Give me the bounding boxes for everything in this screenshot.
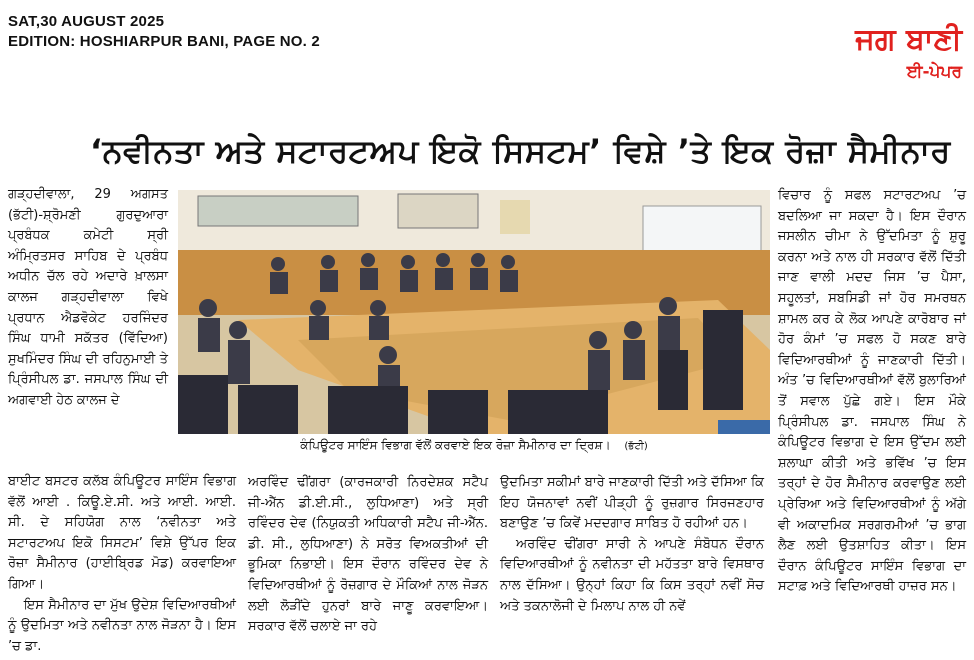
article-paragraph: ਅਰਵਿੰਦ ਢੀਂਗਰਾ ਸਾਰੀ ਨੇ ਆਪਣੇ ਸੰਬੋਧਨ ਦੌਰਾਨ ਵਿਦਿਆਰਥੀਆਂ ਨੂੰ ਨਵੀਨਤਾ ਦੀ ਮਹੱਤਤਾ ਬਾਰੇ ਵਿਸਥਾਰ ਨਾਲ ਦੱਸਿਆ। ਉਨ੍ਹਾਂ ਕਿਹਾ ਕਿ ਕਿਸ ਤਰ੍ਹਾਂ ਨਵੀਂ ਸੋਚ ਅਤੇ ਤਕਨਾਲੋਜੀ ਦੇ ਮਿਲਾਪ ਨਾਲ ਹੀ ਨਵੇਂ (500, 536, 764, 614)
seminar-photo-illustration (178, 190, 770, 434)
photo-credit: (ਭੱਟੀ) (624, 441, 648, 452)
article-column-1 (8, 185, 168, 412)
edition-name: EDITION: HOSHIARPUR BANI, PAGE NO. 2 (8, 33, 320, 50)
article-paragraph: ਵਿਚਾਰ ਨੂੰ ਸਫਲ ਸਟਾਰਟਅਪ ’ਚ ਬਦਲਿਆ ਜਾ ਸਕਦਾ ਹੈ। ਇਸ ਦੌਰਾਨ ਜਸਲੀਨ ਚੀਮਾ ਨੇ ਉੱਦਮਿਤਾ ਨੂੰ ਸ਼ੁਰੂ ਕਰਨਾ ਅਤੇ ਨਾਲ ਹੀ ਸਰਕਾਰ ਵੱਲੋਂ ਦਿੱਤੀ ਜਾਣ ਵਾਲੀ ਮਦਦ ਜਿਸ ’ਚ ਪੈਸਾ, ਸਹੂਲਤਾਂ, ਸਬਸਿਡੀ ਜਾਂ ਹੋਰ ਸਮਰਥਨ ਸ਼ਾਮਲ ਕਰ ਕੇ ਲੋਕ ਆਪਣੇ ਕਾਰੋਬਾਰ ਜਾਂ ਹੋਰ ਕੰਮਾਂ ’ਚ ਸਫਲ ਹੋ ਸਕਣ ਬਾਰੇ ਵਿਦਿਆਰਥੀਆਂ ਨੂੰ ਜਾਣਕਾਰੀ ਦਿੱਤੀ। ਅੰਤ ’ਚ ਵਿਦਿਆਰਥੀਆਂ ਵੱਲੋਂ ਬੁਲਾਰਿਆਂ ਤੋਂ ਸਵਾਲ ਪੁੱਛੇ ਗਏ। ਇਸ ਮੌਕੇ ਪ੍ਰਿੰਸੀਪਲ ਡਾ. ਜਸਪਾਲ ਸਿੰਘ ਨੇ ਕੰਪਿਊਟਰ ਵਿਭਾਗ ਦੇ ਇਸ ਉੱਦਮ ਲਈ ਸ਼ਲਾਘਾ ਕੀਤੀ ਅਤੇ ਭਵਿੱਖ ’ਚ ਇਸ ਤਰ੍ਹਾਂ ਦੇ ਹੋਰ ਸੈਮੀਨਾਰ ਕਰਵਾਉਣ ਲਈ ਪ੍ਰੇਰਿਆ ਅਤੇ ਵਿਦਿਆਰਥੀਆਂ ਨੂੰ ਅੱਗੇ ਵੀ ਅਕਾਦਮਿਕ ਸਰਗਰਮੀਆਂ ’ਚ ਭਾਗ ਲੈਣ ਲਈ ਉਤਸ਼ਾਹਿਤ ਕੀਤਾ। ਇਸ ਦੌਰਾਨ ਕੰਪਿਊਟਰ ਸਾਇੰਸ ਵਿਭਾਗ ਦਾ ਸਟਾਫ਼ ਅਤੇ ਵਿਦਿਆਰਥੀ ਹਾਜ਼ਰ ਸਨ। (778, 188, 966, 595)
article-paragraph: ਅਰਵਿੰਦ ਢੀਂਗਰਾ (ਕਾਰਜਕਾਰੀ ਨਿਰਦੇਸ਼ਕ ਸਟੈਪ ਜੀ-ਐੱਨ ਡੀ.ਈ.ਸੀ., ਲੁਧਿਆਣਾ) ਅਤੇ ਸ੍ਰੀ ਰਵਿੰਦਰ ਦੇਵ (ਨਿਯੁਕਤੀ ਅਧਿਕਾਰੀ ਸਟੈਪ ਜੀ-ਐੱਨ. ਡੀ. ਸੀ., ਲੁਧਿਆਣਾ) ਨੇ ਸਰੋਤ ਵਿਅਕਤੀਆਂ ਦੀ ਭੂਮਿਕਾ ਨਿਭਾਈ। ਇਸ ਦੌਰਾਨ ਰਵਿੰਦਰ ਦੇਵ ਨੇ ਵਿਦਿਆਰਥੀਆਂ ਨੂੰ ਰੋਜ਼ਗਾਰ ਦੇ ਮੌਕਿਆਂ ਨਾਲ ਜੋੜਨ ਲਈ ਲੋੜੀਂਦੇ ਹੁਨਰਾਂ ਬਾਰੇ ਜਾਣੂ ਕਰਵਾਇਆ। ਸਰਕਾਰ ਵੱਲੋਂ ਚਲਾਏ ਜਾ ਰਹੇ (248, 475, 488, 635)
article-paragraph: ਗੜ੍ਹਦੀਵਾਲਾ, 29 ਅਗਸਤ (ਭੱਟੀ)-ਸ਼੍ਰੋਮਣੀ ਗੁਰਦੁਆਰਾ ਪ੍ਰਬੰਧਕ ਕਮੇਟੀ ਸ੍ਰੀ ਅੰਮ੍ਰਿਤਸਰ ਸਾਹਿਬ ਦੇ ਪ੍ਰਬੰਧ ਅਧੀਨ ਚੱਲ ਰਹੇ ਅਦਾਰੇ ਖ਼ਾਲਸਾ ਕਾਲਜ ਗੜ੍ਹਦੀਵਾਲਾ ਵਿਖੇ ਪ੍ਰਧਾਨ ਐਡਵੋਕੇਟ ਹਰਜਿੰਦਰ ਸਿੰਘ ਧਾਮੀ ਸਕੱਤਰ (ਵਿੱਦਿਆ) ਸੁਖਮਿੰਦਰ ਸਿੰਘ ਦੀ ਰਹਿਨੁਮਾਈ ਤੇ ਪ੍ਰਿੰਸੀਪਲ ਡਾ. ਜਸਪਾਲ ਸਿੰਘ ਦੀ ਅਗਵਾਈ ਹੇਠ ਕਾਲਜ ਦੇ (8, 187, 168, 408)
edition-date: SAT,30 AUGUST 2025 (8, 13, 165, 30)
article-column-2 (248, 473, 488, 638)
article-paragraph: ਇਸ ਸੈਮੀਨਾਰ ਦਾ ਮੁੱਖ ਉਦੇਸ਼ ਵਿਦਿਆਰਥੀਆਂ ਨੂੰ ਉਦਮਿਤਾ ਅਤੇ ਨਵੀਨਤਾ ਨਾਲ ਜੋੜਨਾ ਹੈ। ਇਸ ’ਚ ਡਾ. (8, 597, 236, 654)
article-column-3 (500, 473, 764, 617)
photo-caption (178, 436, 770, 456)
article-column-1-cont (8, 472, 236, 657)
photo-caption-text: ਕੰਪਿਊਟਰ ਸਾਇੰਸ ਵਿਭਾਗ ਵੱਲੋਂ ਕਰਵਾਏ ਇਕ ਰੋਜ਼ਾ ਸੈਮੀਨਾਰ ਦਾ ਦ੍ਰਿਸ਼। (300, 438, 611, 452)
logo-title: ਜਗ ਬਾਣੀ (855, 22, 962, 57)
article-paragraph: ਬਾਈਟ ਬਸਟਰ ਕਲੱਬ ਕੰਪਿਊਟਰ ਸਾਇੰਸ ਵਿਭਾਗ ਵੱਲੋਂ ਆਈ . ਕਿਊ.ਏ.ਸੀ. ਅਤੇ ਆਈ. ਆਈ. ਸੀ. ਦੇ ਸਹਿਯੋਗ ਨਾਲ ‘ਨਵੀਨਤਾ ਅਤੇ ਸਟਾਰਟਅਪ ਇਕੋ ਸਿਸਟਮ’ ਵਿਸ਼ੇ ਉੱਪਰ ਇਕ ਰੋਜ਼ਾ ਸੈਮੀਨਾਰ (ਹਾਈਬ੍ਰਿਡ ਮੋਡ) ਕਰਵਾਇਆ ਗਿਆ। (8, 474, 236, 592)
seminar-photo (178, 190, 770, 434)
article-paragraph: ਉਦਮਿਤਾ ਸਕੀਮਾਂ ਬਾਰੇ ਜਾਣਕਾਰੀ ਦਿੱਤੀ ਅਤੇ ਦੱਸਿਆ ਕਿ ਇਹ ਯੋਜਨਾਵਾਂ ਨਵੀਂ ਪੀੜ੍ਹੀ ਨੂੰ ਰੁਜ਼ਗਾਰ ਸਿਰਜਣਹਾਰ ਬਣਾਉਣ ’ਚ ਕਿਵੇਂ ਮਦਦਗਾਰ ਸਾਬਿਤ ਹੋ ਰਹੀਆਂ ਹਨ। (500, 475, 764, 532)
jagbani-logo[interactable] (826, 22, 962, 84)
article-column-4 (778, 186, 966, 598)
edition-info (8, 12, 320, 52)
article-headline: ‘ਨਵੀਨਤਾ ਅਤੇ ਸਟਾਰਟਅਪ ਇਕੋ ਸਿਸਟਮ’ ਵਿਸ਼ੇ ’ਤੇ ਇਕ ਰੋਜ਼ਾ ਸੈਮੀਨਾਰ (90, 132, 951, 170)
logo-subtitle: ਈ-ਪੇਪਰ (906, 62, 962, 82)
